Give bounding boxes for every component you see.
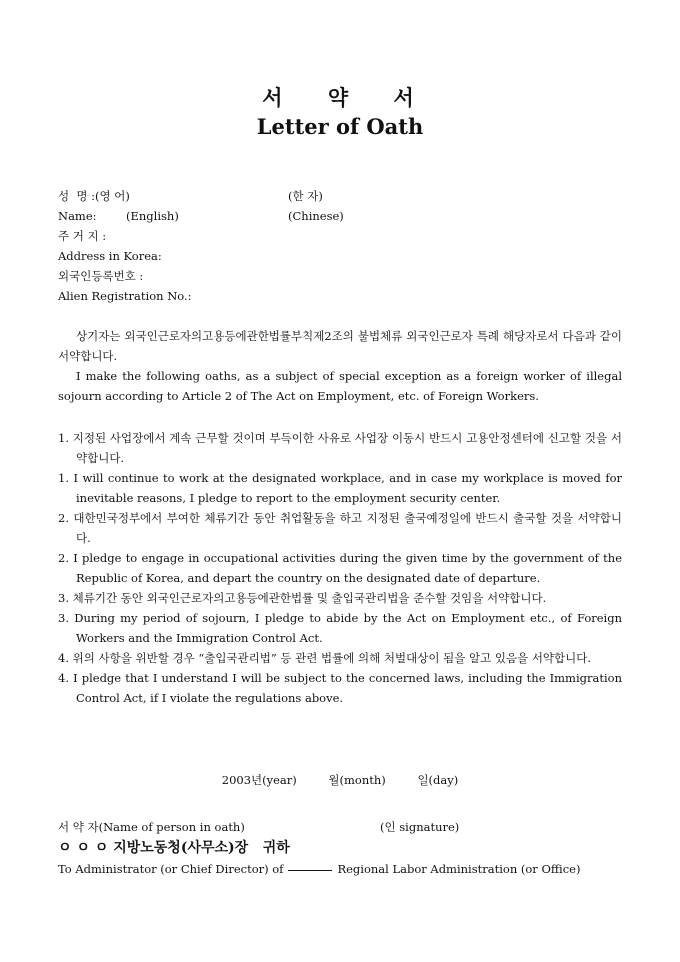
chinese-label: (Chinese) [288, 209, 344, 223]
date-line [0, 772, 680, 788]
intro-section [58, 326, 622, 406]
oath-item: 2. I pledge to engage in occupational activities during the given time by the government of the Republic of Korea, and depart the country on the designated date of departure. [58, 551, 622, 585]
intro-english: I make the following oaths, as a subject of special exception as a foreign worker of illegal sojourn according to Article 2 of The Act on Employment, etc. of Foreign Workers. [58, 369, 622, 403]
address-label-ko: 주 거 지 : [58, 229, 107, 243]
intro-korean: 상기자는 외국인근로자의고용등에관한법률부칙제2조의 불법체류 외국인근로자 특례 해당자로서 다음과 같이 서약합니다. [58, 329, 622, 363]
alien-reg-label-ko: 외국인등록번호 : [58, 269, 144, 283]
addressee-english [58, 860, 580, 878]
oath-item: 4. I pledge that I understand I will be subject to the concerned laws, including the Immigration Control Act, if I violate the regulations above. [58, 671, 622, 705]
title-english: Letter of Oath [256, 114, 424, 139]
name-hanja-label: (한 자) [288, 189, 323, 203]
blank-line [288, 870, 332, 871]
signature-label: (인 signature) [380, 820, 460, 834]
oath-item: 3. During my period of sojourn, I pledge to abide by the Act on Employment etc., of Foreign Workers and the Immigration Control Act. [58, 611, 622, 645]
oath-item: 1. 지정된 사업장에서 계속 근무할 것이며 부득이한 사유로 사업장 이동시 반드시 고용안정센터에 신고할 것을 서약합니다. [58, 431, 622, 465]
oath-item: 1. I will continue to work at the designated workplace, and in case my workplace is moved for inevitable reasons, I pledge to report to the employment security center. [58, 471, 622, 505]
date-month: 월(month) [328, 773, 386, 787]
date-day: 일(day) [417, 773, 459, 787]
alien-reg-english-row [58, 286, 628, 306]
date-year: 2003년(year) [221, 773, 297, 787]
signer-label: 서 약 자(Name of person in oath) [58, 820, 245, 834]
name-english-label-ko: 성 명 :(영 어) [58, 189, 130, 203]
addressee-prefix: To Administrator (or Chief Director) of [58, 862, 284, 876]
oath-item: 3. 체류기간 동안 외국인근로자의고용등에관한법률 및 출입국관리법을 준수할 것임을 서약합니다. [58, 591, 547, 605]
addressee-korean: ㅇ ㅇ ㅇ 지방노동청(사무소)장 귀하 [58, 840, 290, 856]
title-korean: 서 약 서 [262, 85, 418, 110]
oath-item: 2. 대한민국정부에서 부여한 체류기간 동안 취업활동을 하고 지정된 출국예정일에 반드시 출국할 것을 서약합니다. [58, 511, 622, 545]
name-korean-row [58, 186, 628, 206]
address-korean-row [58, 226, 628, 246]
alien-reg-label-en: Alien Registration No.: [58, 289, 192, 303]
english-label: (English) [126, 209, 179, 223]
address-english-row [58, 246, 628, 266]
personal-info-section [58, 186, 628, 306]
alien-reg-korean-row [58, 266, 628, 286]
address-label-en: Address in Korea: [58, 249, 162, 263]
signer-line [58, 818, 618, 836]
name-label-en: Name: [58, 209, 97, 223]
oath-list [58, 428, 622, 708]
oath-item: 4. 위의 사항을 위반할 경우 “출입국관리법” 등 관련 법률에 의해 처벌대상이 됨을 알고 있음을 서약합니다. [58, 651, 592, 665]
name-english-row [58, 206, 628, 226]
addressee-suffix: Regional Labor Administration (or Office) [337, 862, 581, 876]
